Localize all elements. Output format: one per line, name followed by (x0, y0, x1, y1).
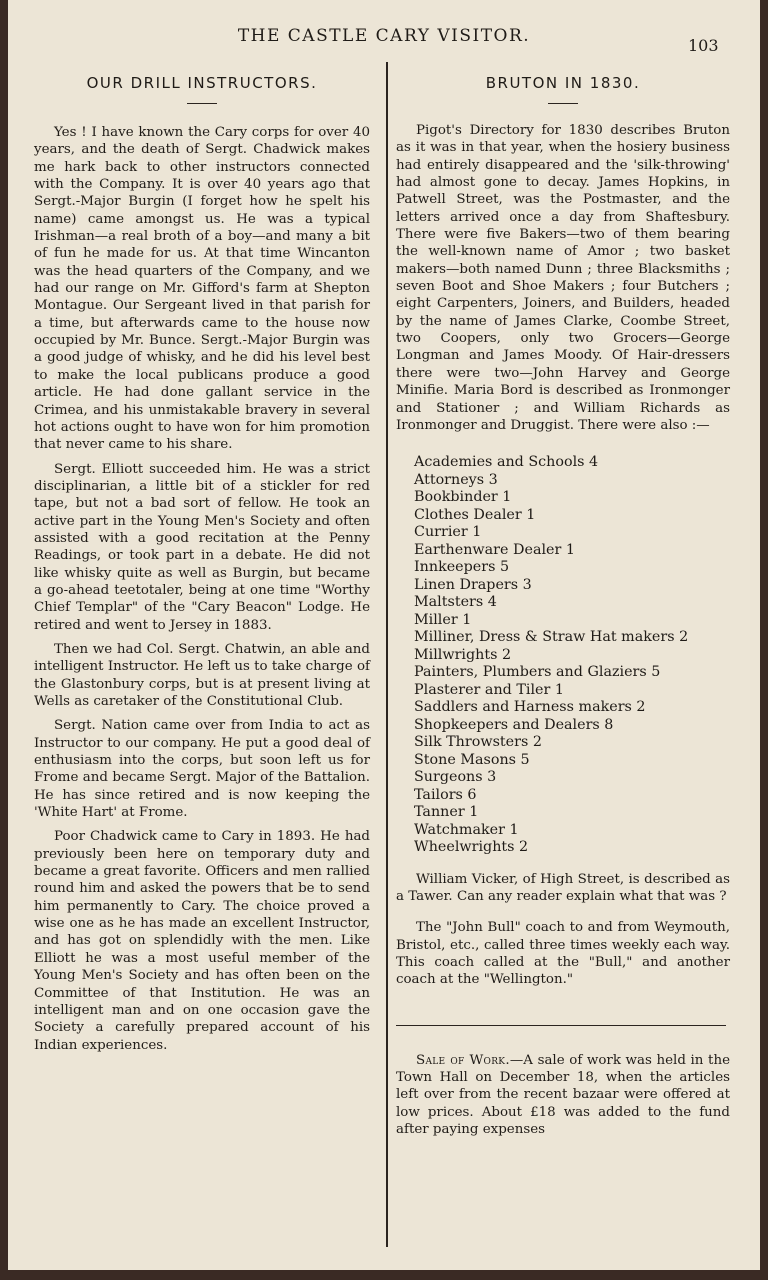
section-rule (396, 1025, 726, 1026)
list-item: Currier 1 (414, 524, 482, 541)
sale-of-work-text: —A sale of work was held in the Town Hall on December 18, when the articles left over from the recent bazaar were offered at low prices. About £18 was added to the fund after paying expenses (396, 1052, 730, 1138)
list-item: Clothes Dealer 1 (414, 506, 536, 523)
list-item: Bookbinder 1 (414, 489, 512, 506)
list-item: Plasterer and Tiler 1 (414, 681, 564, 698)
list-item: Innkeepers 5 (414, 559, 510, 576)
list-item: Linen Drapers 3 (414, 576, 532, 593)
left-column (34, 60, 370, 1054)
list-item: Stone Masons 5 (414, 751, 530, 768)
article-paragraph: Yes ! I have known the Cary corps for over 40 years, and the death of Sergt. Chadwick makes me hark back to other instructors connected with the Company. It is over 40 years ago that Sergt.-Major Burgin (I forget how he spelt his name) came amongst us. He was a typical Irishman—a real broth of a boy—and many a bit of fun he made for us. At that time Wincanton was the head quarters of the Company, and we had our range on Mr. Gifford's farm at Shepton Montague. Our Sergeant lived in that parish for a time, but afterwards came to the house now occupied by Mr. Bunce. Sergt.-Major Burgin was a good judge of whisky, and he did his level best to make the local publicans produce a good article. He had done gallant service in the Crimea, and his unmistakable bravery in several hot actions ought to have won for him promotion that never came to his share. (34, 125, 370, 453)
article-paragraph: Sergt. Elliott succeeded him. He was a strict disciplinarian, a little bit of a stickler for red tape, but not a bad sort of fellow. He took an active part in the Young Men's Society and often assisted with a good recitation at the Penny Readings, or took part in a debate. He did not like whisky quite as well as Burgin, but became a go-ahead teetotaler, being at one time "Worthy Chief Templar" of the "Cary Beacon" Lodge. He retired and went to Jersey in 1883. (34, 461, 370, 633)
list-item: Attorneys 3 (414, 471, 498, 488)
page-number: 103 (688, 36, 719, 55)
list-item: Milliner, Dress & Straw Hat makers 2 (414, 629, 689, 646)
list-item: Surgeons 3 (414, 769, 497, 786)
trades-list (414, 454, 730, 857)
list-item: Millwrights 2 (414, 646, 512, 663)
newspaper-page (8, 0, 760, 1270)
list-item: Saddlers and Harness makers 2 (414, 699, 646, 716)
list-item: Shopkeepers and Dealers 8 (414, 716, 614, 733)
drill-instructors-heading: OUR DRILL INSTRUCTORS. (86, 74, 318, 92)
article-paragraph: Then we had Col. Sergt. Chatwin, an able and intelligent Instructor. He left us to take charge of the Glastonbury corps, but is at present living at Wells as caretaker of the Constitutional Club. (34, 641, 370, 709)
right-column (396, 60, 730, 1138)
column-divider (386, 62, 388, 1247)
coach-paragraph: The "John Bull" coach to and from Weymouth, Bristol, etc., called three times weekly each way. This coach called at the "Bull," and another coach at the "Wellington." (396, 920, 730, 988)
heading-dash (548, 103, 578, 104)
vicker-paragraph: William Vicker, of High Street, is described as a Tawer. Can any reader explain what that was ? (396, 871, 730, 905)
list-item: Maltsters 4 (414, 594, 497, 611)
article-paragraph: Sergt. Nation came over from India to act as Instructor to our company. He put a good deal of enthusiasm into the corps, but soon left us for Frome and became Sergt. Major of the Battalion. He has since retired and is now keeping the 'White Hart' at Frome. (34, 718, 370, 821)
list-item: Tanner 1 (414, 804, 479, 821)
list-item: Earthenware Dealer 1 (414, 541, 575, 558)
list-item: Watchmaker 1 (414, 821, 519, 838)
heading-dash (187, 103, 217, 104)
list-item: Tailors 6 (414, 786, 477, 803)
article-paragraph: Poor Chadwick came to Cary in 1893. He had previously been here on temporary duty and became a great favorite. Officers and men rallied round him and asked the powers that be to send him permanently to Cary. The choice proved a wise one as he has made an excellent Instructor, and has got on splendidly with the men. Like Elliott he was a most useful member of the Young Men's Society and has often been on the Committee of that Institution. He was an intelligent man and on one occasion gave the Society a carefully prepared account of his Indian experiences. (34, 829, 370, 1053)
bruton-heading: BRUTON IN 1830. (485, 74, 641, 92)
list-item: Wheelwrights 2 (414, 839, 529, 856)
sale-of-work-paragraph (396, 1052, 730, 1139)
list-item: Academies and Schools 4 (414, 454, 599, 471)
list-item: Miller 1 (414, 611, 472, 628)
sale-of-work-title: Sale of Work. (416, 1052, 510, 1068)
bruton-intro-paragraph: Pigot's Directory for 1830 describes Bruton as it was in that year, when the hosiery business had entirely disappeared and the 'silk-throwing' had almost gone to decay. James Hopkins, in Patwell Street, was the Postmaster, and the letters arrived once a day from Shaftesbury. There were five Bakers—two of them bearing the well-known name of Amor ; two basket makers—both named Dunn ; three Blacksmiths ; seven Boot and Shoe Makers ; four Butchers ; eight Carpenters, Joiners, and Builders, headed by the name of James Clarke, Coombe Street, two Coopers, only two Grocers—George Longman and James Moody. Of Hair-dressers there were two—John Harvey and George Minifie. Maria Bord is described as Ironmonger and Stationer ; and William Richards as Ironmonger and Druggist. There were also :— (396, 123, 730, 433)
publication-title: THE CASTLE CARY VISITOR. (237, 26, 531, 46)
list-item: Silk Throwsters 2 (414, 734, 542, 751)
list-item: Painters, Plumbers and Glaziers 5 (414, 664, 661, 681)
